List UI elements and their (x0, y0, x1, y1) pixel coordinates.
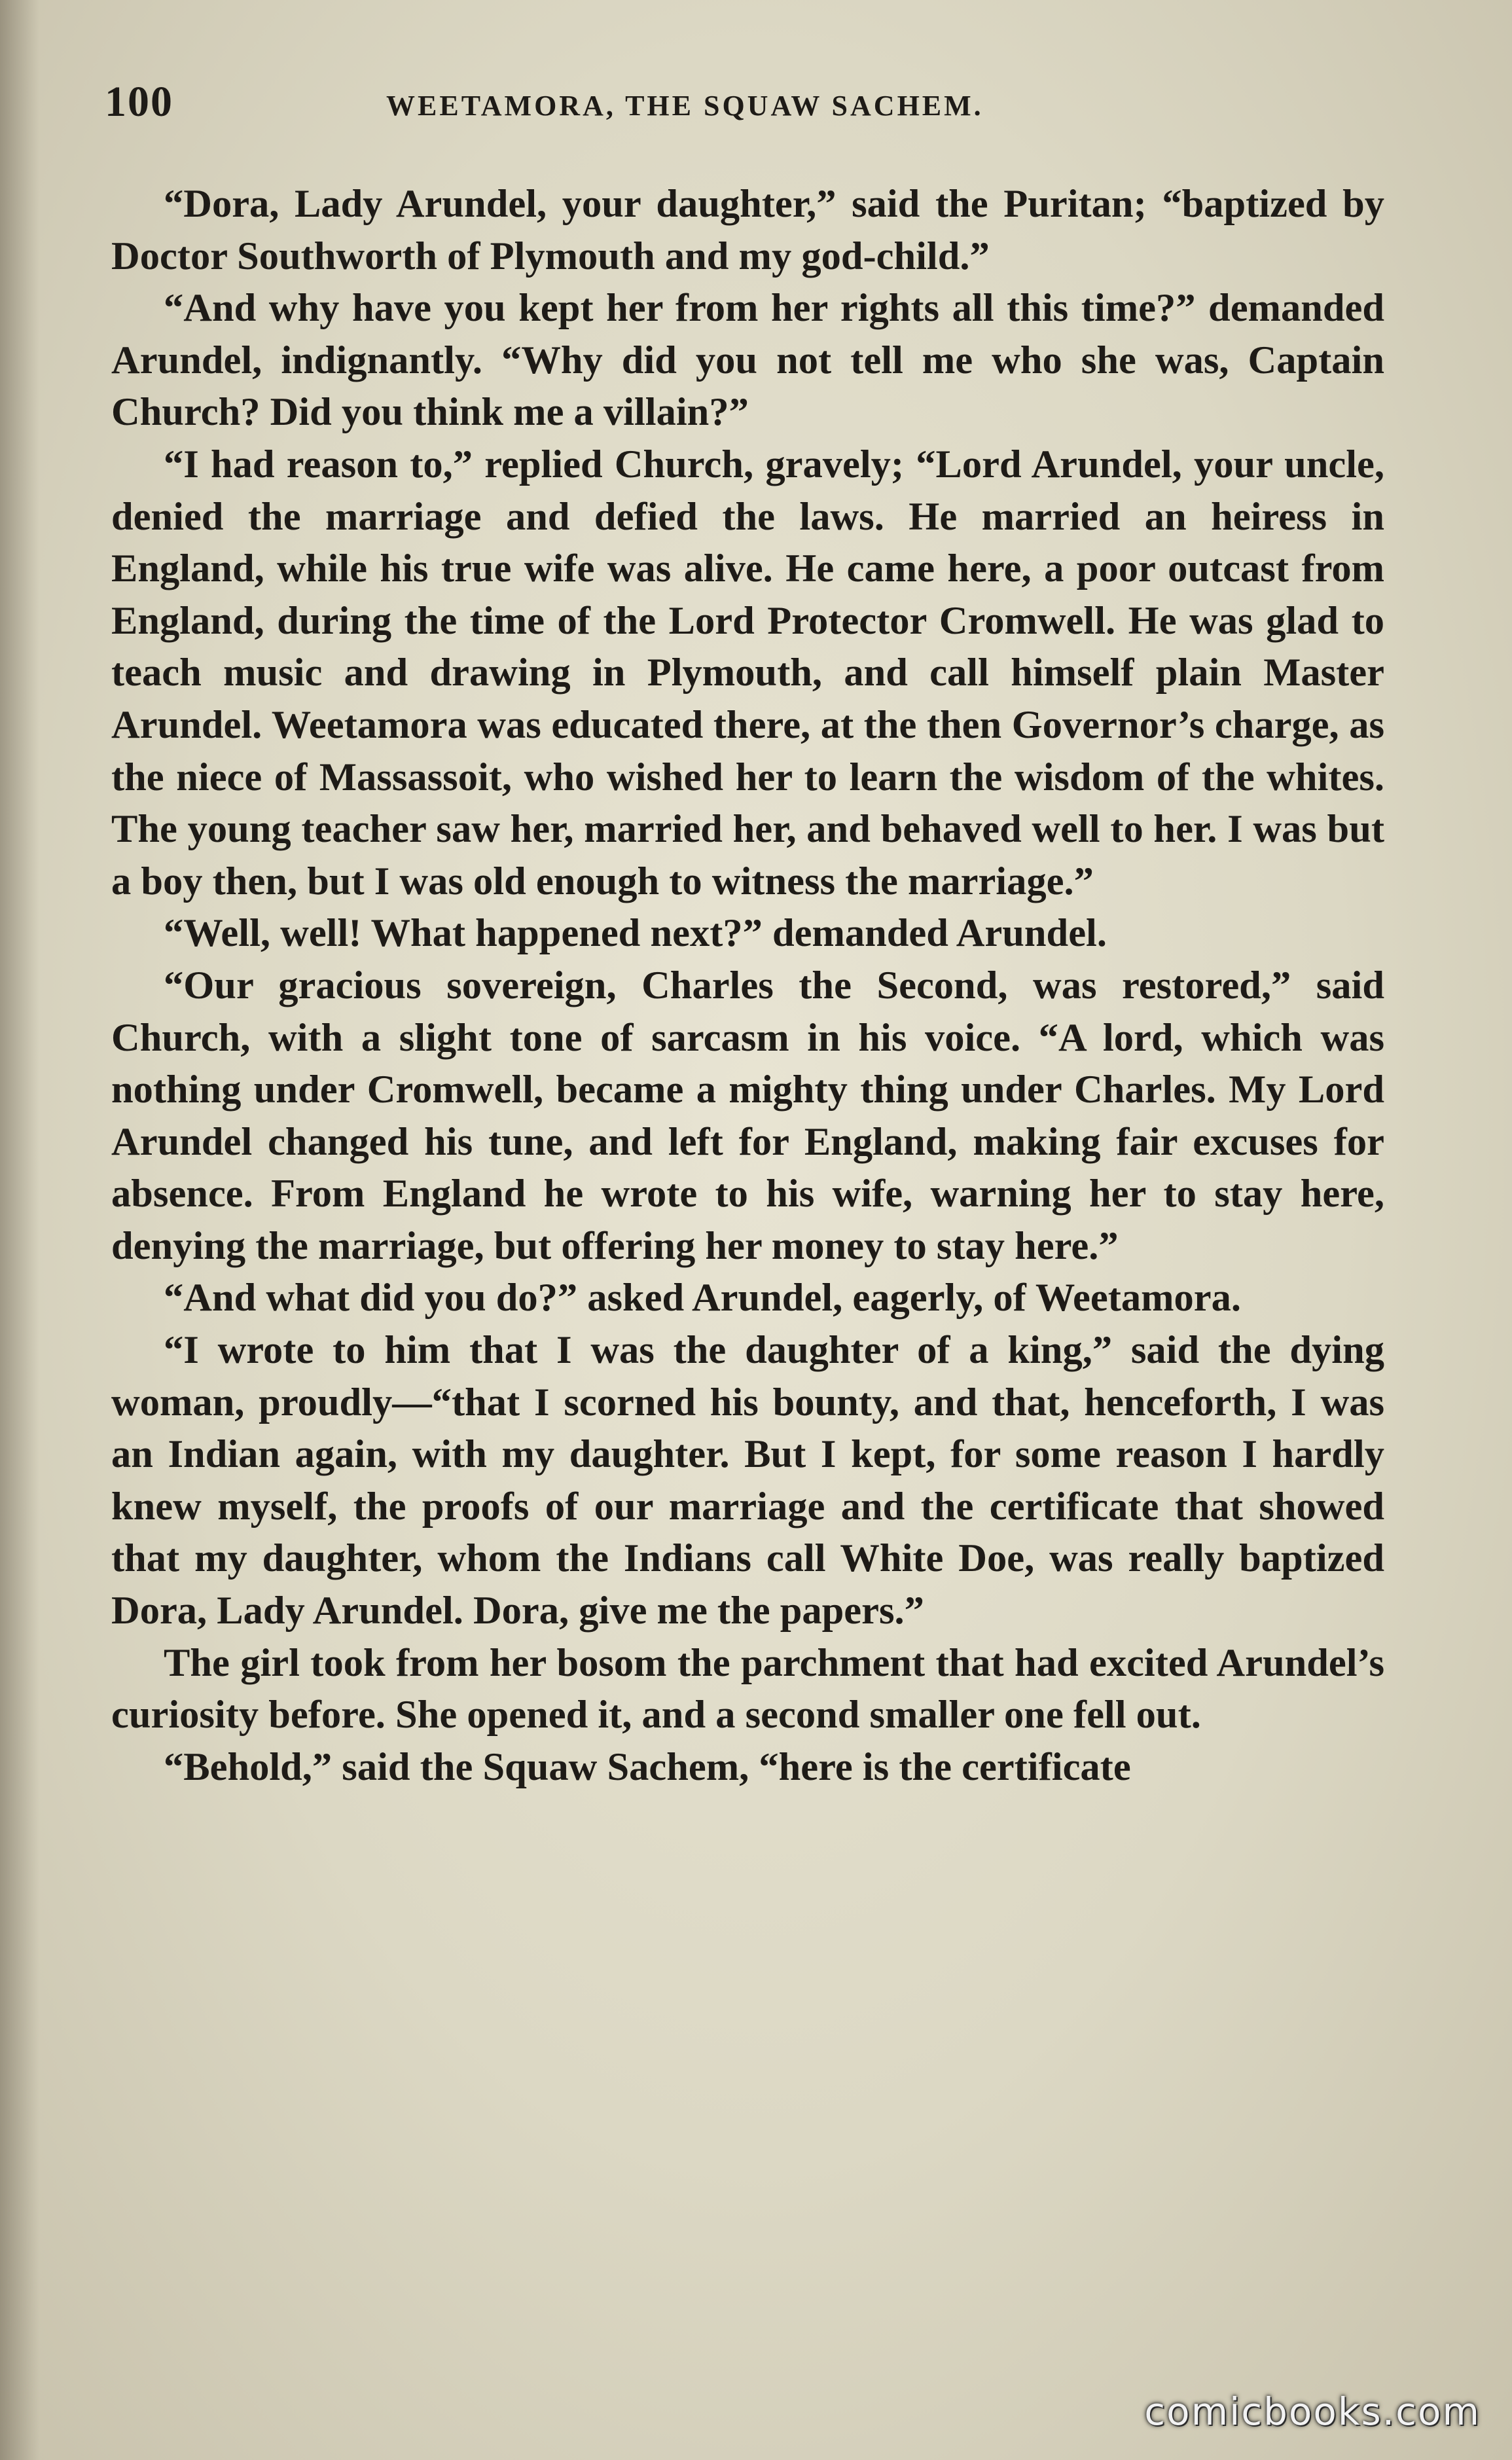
paragraph: “Dora, Lady Arundel, your daughter,” said the Puritan; “baptized by Doctor Southworth of Plymouth and my god-child.” (111, 182, 1384, 278)
running-head: WEETAMORA, THE SQUAW SACHEM. (386, 90, 984, 122)
paragraph: “Our gracious sovereign, Charles the Second, was restored,” said Church, with a slight tone of sarcasm in his voice. “A lord, which was nothing under Cromwell, became a mighty thing under Charles. My Lord Arundel changed his tune, and left for England, making fair excuses for absence. From England he wrote to his wife, warning her to stay here, denying the marriage, but offering her money to stay here.” (111, 963, 1384, 1268)
paragraph: “And why have you kept her from her rights all this time?” demanded Arundel, indignantly. “Why did you not tell me who she was, Captain Church? Did you think me a villain?” (111, 286, 1384, 435)
watermark: comicbooks.com (1144, 2389, 1481, 2434)
paragraph: The girl took from her bosom the parchment that had excited Arundel’s curiosity before. She opened it, and a second smaller one fell out. (111, 1640, 1384, 1737)
paragraph: “Behold,” said the Squaw Sachem, “here is the certificate (164, 1745, 1131, 1789)
body-text (111, 178, 1384, 1793)
page-number: 100 (105, 78, 173, 126)
paragraph: “I wrote to him that I was the daughter of a king,” said the dying woman, proudly—“that I scorned his bounty, and that, henceforth, I was an Indian again, with my daughter. But I kept, for some reason I hardly knew myself, the proofs of our marriage and the certificate that showed that my daughter, whom the Indians call White Doe, was really baptized Dora, Lady Arundel. Dora, give me the papers.” (111, 1328, 1384, 1633)
paragraph: “I had reason to,” replied Church, gravely; “Lord Arundel, your uncle, denied the marriage and defied the laws. He married an heiress in England, while his true wife was alive. He came here, a poor outcast from England, during the time of the Lord Protector Cromwell. He was glad to teach music and drawing in Plymouth, and call himself plain Master Arundel. Weetamora was educated there, at the then Governor’s charge, as the niece of Massassoit, who wished her to learn the wisdom of the whites. The young teacher saw her, married her, and behaved well to her. I was but a boy then, but I was old enough to witness the marriage.” (111, 442, 1384, 903)
page-header (105, 77, 1388, 136)
paragraph: “Well, well! What happened next?” demanded Arundel. (164, 911, 1107, 956)
paragraph: “And what did you do?” asked Arundel, eagerly, of Weetamora. (164, 1276, 1241, 1320)
